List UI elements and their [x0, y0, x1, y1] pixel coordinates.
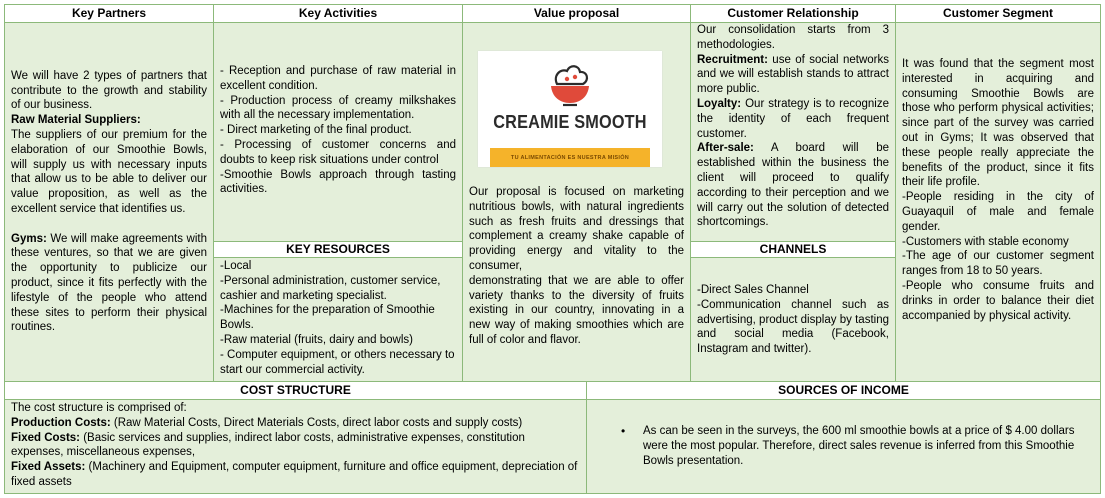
header-channels: [690, 241, 896, 258]
fixed-assets-text: Fixed Assets: (Machinery and Equipment, computer equipment, furniture and office equipment, depreciation of fixed assets: [11, 461, 578, 488]
channel-item: -Direct Sales Channel: [697, 284, 809, 296]
key-resource-item: -Machines for the preparation of Smoothie Bowls.: [220, 304, 435, 332]
customer-relationship-cell: [690, 22, 896, 242]
channel-item: -Communication channel such as advertising, product display by tasting and social media (Facebook, Instagram and twitter).: [697, 298, 889, 356]
bullet-icon: •: [621, 424, 626, 439]
logo-tagline: TU ALIMENTACIÓN ES NUESTRA MISIÓN: [510, 154, 630, 161]
logo-tagline-band: [490, 148, 650, 167]
key-partners-cell: [4, 22, 214, 382]
key-resource-item: - Computer equipment, or others necessary to start our commercial activity.: [220, 348, 455, 376]
key-activity-item: -Smoothie Bowls approach through tasting activities.: [220, 168, 456, 196]
smoothie-bowl-icon: [543, 59, 597, 109]
customer-segment-item: -The age of our customer segment ranges from 18 to 50 years.: [902, 250, 1094, 278]
header-channels-label: CHANNELS: [759, 242, 827, 256]
header-value-proposal: [462, 4, 691, 23]
channels-cell: [690, 257, 896, 382]
header-customer-segment: [895, 4, 1101, 23]
header-key-resources: [213, 241, 463, 258]
sources-of-income-cell: [586, 399, 1101, 494]
header-key-partners-label: Key Partners: [71, 6, 147, 20]
header-key-activities: [213, 4, 463, 23]
recruitment-text: Recruitment: use of social networks and we will establish stands to attract more public.: [697, 53, 889, 96]
cost-structure-intro: The cost structure is comprised of:: [11, 402, 187, 414]
customer-relationship-intro: Our consolidation starts from 3 methodologies.: [697, 24, 889, 51]
customer-segment-item: -People who consume fruits and drinks in order to balance their diet accompanied by physical activity.: [902, 279, 1094, 322]
logo-brand-name: CREAMIE SMOOTH: [493, 111, 647, 132]
header-customer-relationship: [690, 4, 896, 23]
header-customer-segment-label: Customer Segment: [942, 6, 1054, 20]
key-partners-intro: We will have 2 types of partners that contribute to the growth and stability of our business.: [11, 69, 207, 112]
value-proposal-p1: Our proposal is focused on marketing nutritious bowls, with natural ingredients such as fresh fruits and dressings that complement a creamy shake capable of providing energy and vitality to the consumer,: [469, 186, 684, 272]
header-value-proposal-label: Value proposal: [533, 6, 620, 20]
key-resource-item: -Personal administration, customer service, cashier and marketing specialist.: [220, 274, 441, 302]
key-resources-cell: [213, 257, 463, 382]
loyalty-text: Loyalty: Our strategy is to recognize the identity of each frequent customer.: [697, 97, 889, 140]
spacer: [11, 217, 207, 232]
customer-segment-cell: [895, 22, 1101, 382]
customer-segment-item: It was found that the segment most interested in acquiring and consuming Smoothie Bowls are those who perform physical activities; since part of the survey was carried out in Gyms; It was observed that these people really appreciate the benefits of the product, since it fits their life profile.: [902, 58, 1094, 189]
header-key-activities-label: Key Activities: [298, 6, 378, 20]
key-activity-item: - Production process of creamy milkshakes with all the necessary implementation.: [220, 94, 456, 122]
raw-material-suppliers-text: The suppliers of our premium for the elaboration of our Smoothie Bowls, will supply us with necessary inputs that allow us to be able to deliver our value proposition, as well as the excellent service that identifies us.: [11, 128, 207, 215]
value-proposal-p2: demonstrating that we are able to offer variety thanks to the diversity of fruits existing in our country, innovating in a new way of making smoothies which are full of color and flavor.: [469, 274, 684, 346]
key-resource-item: -Raw material (fruits, dairy and bowls): [220, 333, 414, 346]
cost-structure-cell: [4, 399, 587, 494]
production-costs-text: Production Costs: (Raw Material Costs, Direct Materials Costs, direct labor costs and supply costs): [11, 416, 523, 429]
creamie-smooth-logo: [478, 51, 662, 167]
header-key-partners: [4, 4, 214, 23]
key-activity-item: - Direct marketing of the final product.: [220, 124, 412, 137]
key-resource-item: -Local: [220, 260, 252, 272]
raw-material-suppliers-title: Raw Material Suppliers:: [11, 114, 141, 127]
customer-segment-item: -People residing in the city of Guayaquil of male and female gender.: [902, 191, 1094, 233]
header-customer-relationship-label: Customer Relationship: [727, 6, 859, 20]
after-sale-text: After-sale: A board will be established within the business the client will proceed to qualify according to their perception and we will carry out the solution of detected shortcomings.: [697, 142, 889, 229]
income-bullet-row: [621, 424, 1086, 468]
header-sources-of-income: [586, 381, 1101, 400]
header-key-resources-label: KEY RESOURCES: [286, 242, 390, 256]
header-cost-structure: [4, 381, 587, 400]
header-cost-structure-label: COST STRUCTURE: [240, 383, 351, 397]
sources-of-income-text: As can be seen in the surveys, the 600 ml smoothie bowls at a price of $ 4.00 dollars were the most popular. Therefore, direct sales revenue is inferred from this Smoothie Bowls presentation.: [643, 425, 1075, 467]
key-activity-item: - Reception and purchase of raw material in excellent condition.: [220, 65, 456, 92]
customer-segment-item: -Customers with stable economy: [902, 235, 1069, 248]
key-activity-item: - Processing of customer concerns and doubts to keep risk situations under control: [220, 138, 456, 166]
key-activities-cell: [213, 22, 463, 242]
gyms-text: Gyms: We will make agreements with these ventures, so that we are given the opportunity to publicize our product, since it fits perfectly with the lifestyle of the people who attend these sites to perform their physical routines.: [11, 232, 207, 334]
header-sources-of-income-label: SOURCES OF INCOME: [778, 383, 909, 397]
fixed-costs-text: Fixed Costs: (Basic services and supplies, indirect labor costs, administrative expenses, constitution expenses, miscellaneous expenses,: [11, 431, 525, 459]
